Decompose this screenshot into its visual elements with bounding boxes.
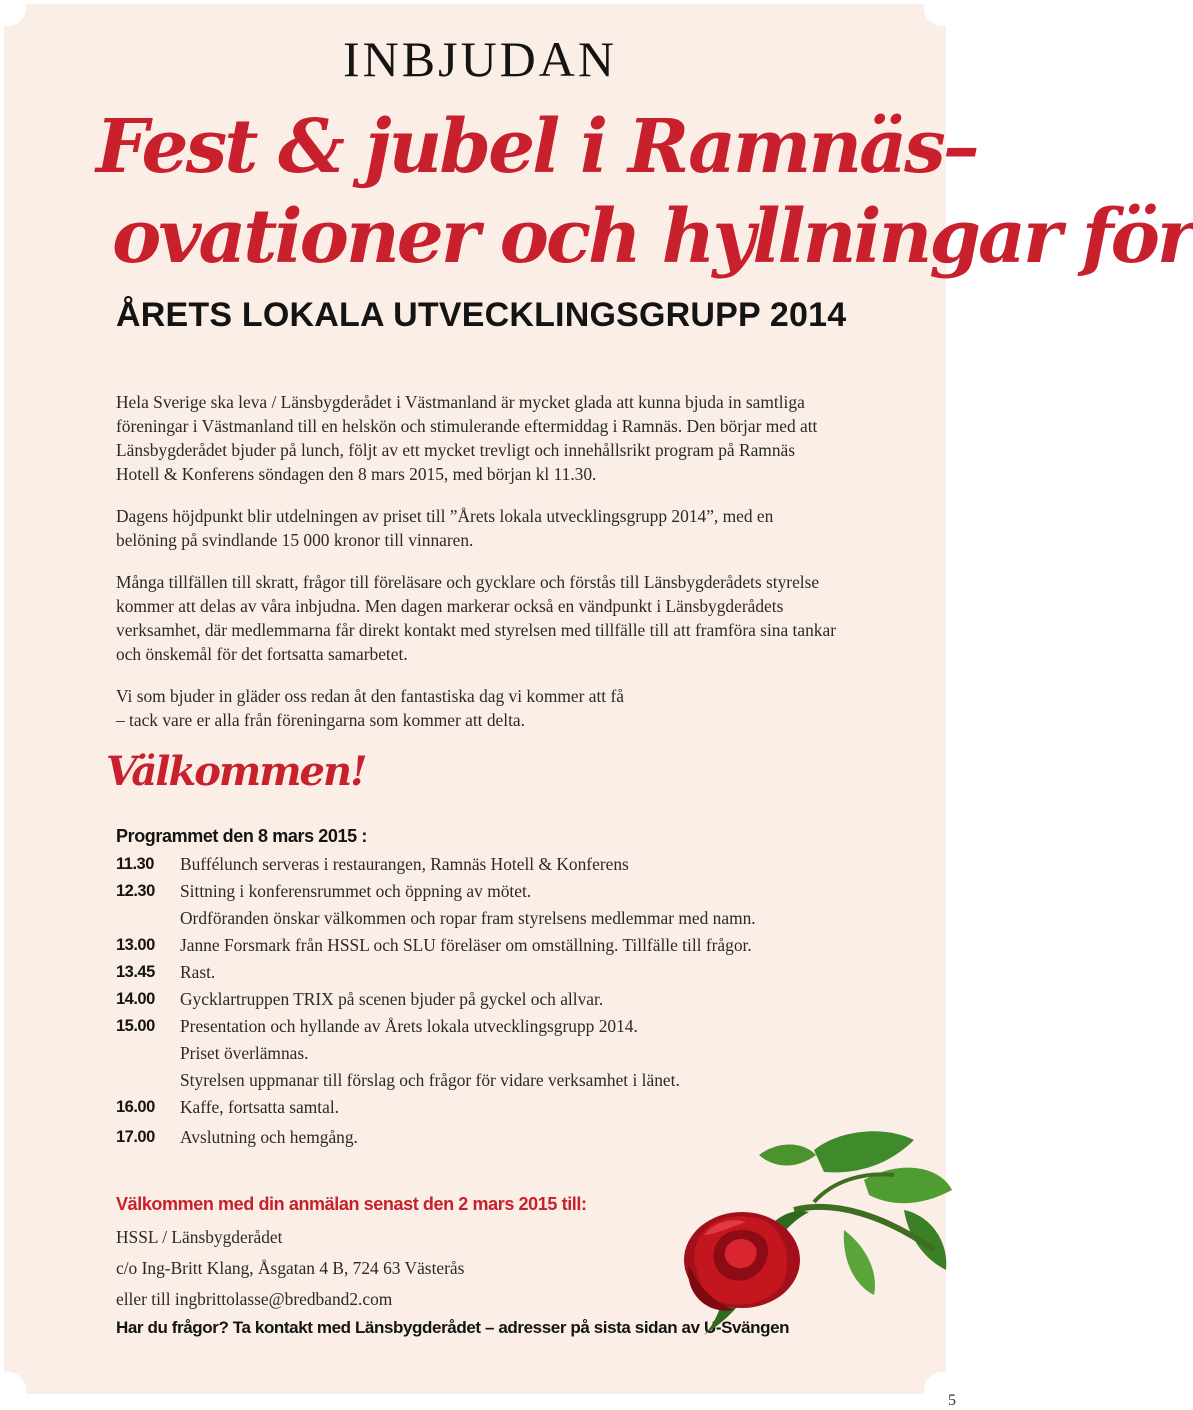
corner-decoration — [0, 1372, 26, 1408]
program-time: 16.00 — [116, 1098, 155, 1116]
welcome-script: Välkommen! — [106, 748, 366, 795]
program-row — [116, 1014, 836, 1041]
program-time: 13.45 — [116, 963, 155, 981]
program-description: Sittning i konferensrummet och öppning av mötet. — [180, 881, 532, 901]
signup-organisation: HSSL / Länsbygderådet — [116, 1227, 283, 1247]
program-description: Buffélunch serveras i restaurangen, Ramnäs Hotell & Konferens — [180, 854, 629, 874]
signup-title: Välkommen med din anmälan senast den 2 mars 2015 till: — [116, 1194, 587, 1214]
signup-postal-address: c/o Ing-Britt Klang, Åsgatan 4 B, 724 63 Västerås — [116, 1258, 465, 1278]
program-row — [116, 933, 836, 960]
program-description: Rast. — [180, 962, 216, 982]
program-description: Gycklartruppen TRIX på scenen bjuder på gyckel och allvar. — [180, 989, 604, 1009]
headline-line-1: Fest & jubel i Ramnäs– — [96, 104, 977, 190]
program-row — [116, 1041, 836, 1068]
highlight-paragraph — [116, 504, 836, 552]
program-time: 17.00 — [116, 1128, 155, 1146]
program-time: 13.00 — [116, 936, 155, 954]
program-time: 12.30 — [116, 882, 155, 900]
closing-paragraph — [116, 684, 836, 732]
closing-line-2: – tack vare er alla från föreningarna som kommer att delta. — [116, 710, 525, 730]
program-description: Priset överlämnas. — [180, 1043, 309, 1063]
program-list — [116, 852, 836, 1152]
program-row — [116, 987, 836, 1014]
program-row — [116, 960, 836, 987]
intro-paragraph — [116, 390, 836, 486]
program-time: 15.00 — [116, 1017, 155, 1035]
page-number: 5 — [948, 1392, 956, 1409]
program-description: Presentation och hyllande av Årets lokala utvecklingsgrupp 2014. — [180, 1016, 638, 1036]
signup-email[interactable]: eller till ingbrittolasse@bredband2.com — [116, 1289, 393, 1309]
program-row — [116, 1068, 836, 1095]
program-row — [116, 852, 836, 879]
details-paragraph — [116, 570, 836, 666]
program-description: Kaffe, fortsatta samtal. — [180, 1097, 340, 1117]
page-heading: INBJUDAN — [343, 31, 617, 87]
program-row — [116, 879, 836, 906]
rose-image — [664, 1120, 954, 1360]
program-description: Ordföranden önskar välkommen och ropar fram styrelsens medlemmar med namn. — [180, 908, 756, 928]
program-row — [116, 906, 836, 933]
closing-line-1: Vi som bjuder in gläder oss redan åt den fantastiska dag vi kommer att få — [116, 686, 624, 706]
program-description: Janne Forsmark från HSSL och SLU föreläser om omställning. Tillfälle till frågor. — [180, 935, 752, 955]
intro-text: Hela Sverige ska leva / Länsbygderådet i Västmanland är mycket glada att kunna bjuda in samtliga föreningar i Västmanland till en helskön och stimulerande eftermiddag i Ramnäs. Den börjar med att Länsbygderådet bjuder på lunch, följt av ett mycket trevligt och innehållsrikt program på Ramnäs Hotell & Konferens söndagen den 8 mars 2015, med början kl 11.30. — [116, 392, 818, 484]
headline-line-2: ovationer och hyllningar för — [112, 194, 1193, 280]
details-text: Många tillfällen till skratt, frågor till föreläsare och gycklare och förstås till Länsbygderådets styrelse kommer att delas av våra inbjudna. Men dagen markerar också en vändpunkt i Länsbygderådets verksamhet, där medlemmarna får direkt kontakt med styrelsen med tillfälle till att framföra sina tankar och önskemål för det fortsatta samarbetet. — [116, 572, 836, 664]
program-time: 14.00 — [116, 990, 155, 1008]
program-title: Programmet den 8 mars 2015 : — [116, 826, 367, 846]
program-time: 11.30 — [116, 855, 154, 873]
highlight-text: Dagens höjdpunkt blir utdelningen av priset till ”Årets lokala utvecklingsgrupp 2014”, med en belöning på svindlande 15 000 kronor till vinnaren. — [116, 506, 774, 550]
award-subtitle: ÅRETS LOKALA UTVECKLINGSGRUPP 2014 — [116, 296, 847, 334]
corner-decoration — [924, 0, 960, 26]
program-description: Styrelsen uppmanar till förslag och frågor för vidare verksamhet i länet. — [180, 1070, 680, 1090]
questions-contact: Har du frågor? Ta kontakt med Länsbygderådet – adresser på sista sidan av U-Svängen — [116, 1318, 790, 1337]
program-description: Avslutning och hemgång. — [180, 1127, 358, 1147]
corner-decoration — [0, 0, 26, 26]
